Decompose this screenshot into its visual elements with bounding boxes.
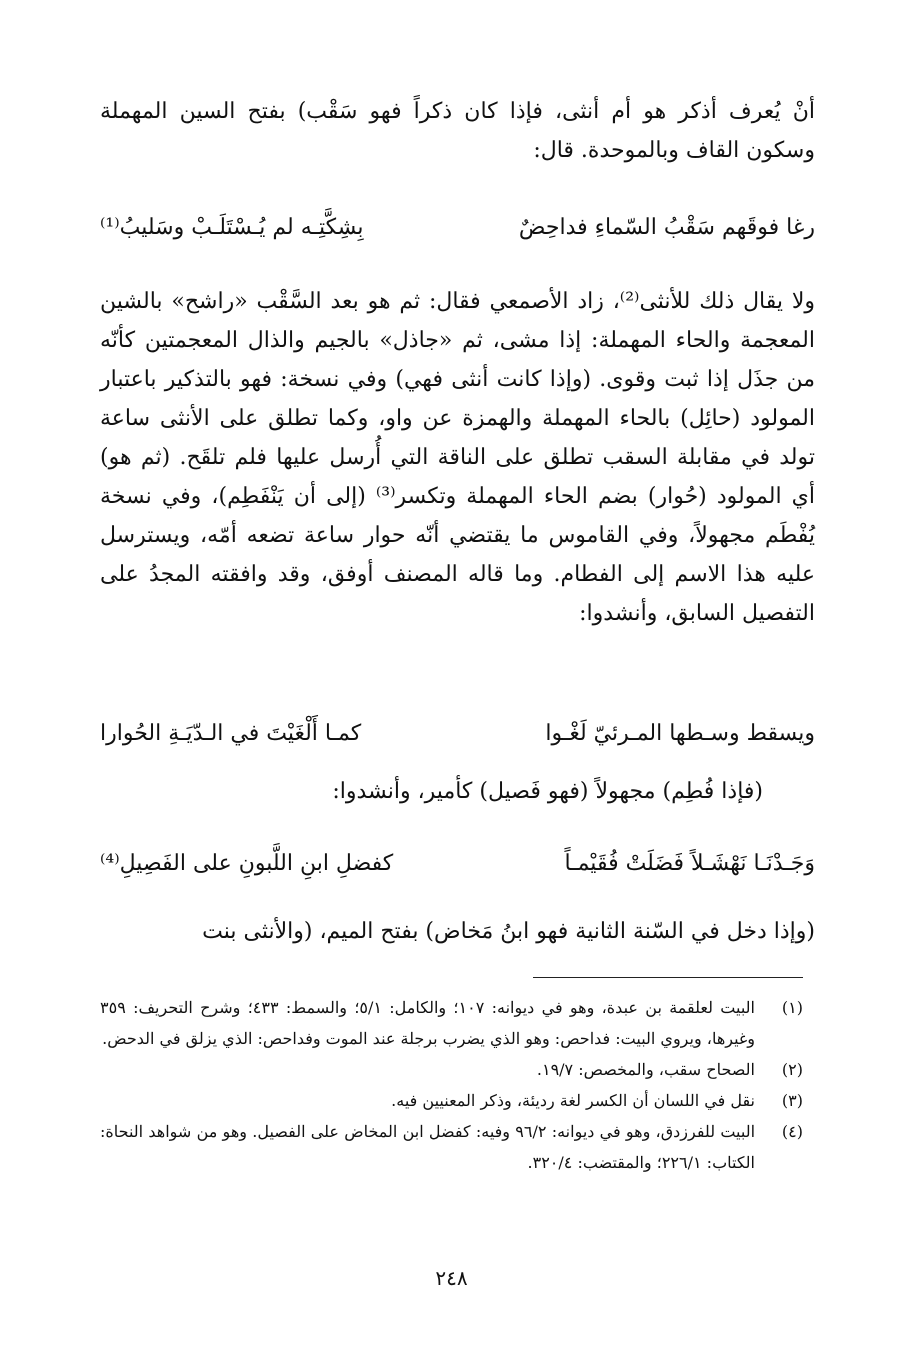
verse-2-second-hemistich: كمـا أَلْغَيْتَ في الـدّيَـةِ الحُوارا [100,721,362,746]
footnote-number: (٢) [781,1060,803,1079]
footnote-text: البيت للفرزدق، وهو في ديوانه: ٩٦/٢ وفيه: كفضل ابن المخاض على الفصيل. وهو من شواهد النحاة: الكتاب: ٢٢٦/١؛ والمقتضب: ٣٢٠/٤. [100,1122,756,1172]
footnote-text: الصحاح سقب، والمخصص: ١٩/٧. [536,1060,755,1079]
paragraph-text: (فإذا فُطِم) مجهولاً (فهو فَصيل) كأمير، وأنشدوا: [332,779,763,804]
verse-2-first-hemistich: ويسقط وسـطها المـرئيّ لَغْـوا [545,721,815,746]
footnote-item [100,1054,803,1085]
verse-3-second-hemistich: كفضلِ ابنِ اللَّبونِ على الفَصِيلِ⁽⁴⁾ [100,851,394,876]
paragraph-2 [100,282,815,633]
verse-2 [100,712,815,756]
paragraph-text: (وإذا دخل في السّنة الثانية فهو ابنُ مَخاض) بفتح الميم، (والأنثى بنت [202,919,815,944]
footnote-text: البيت لعلقمة بن عبدة، وهو في ديوانه: ١٠٧؛ والكامل: ٥/١؛ والسمط: ٤٣٣؛ وشرح التحريف: ٣٥٩ وغيرها، ويروي البيت: فداحص: وهو الذي يضرب برجلة عند الموت وفداحص: الذي يزلق في الدحض. [100,998,755,1048]
verse-3-first-hemistich: وَجَـدْنَـا نَهْشَـلاً فَضَلَتْ فُقَيْمـاً [564,851,815,876]
footnote-item [100,992,803,1054]
verse-3 [100,842,815,886]
paragraph-3 [100,772,763,811]
footnote-text: نقل في اللسان أن الكسر لغة رديئة، وذكر المعنيين فيه. [391,1091,755,1110]
verse-1-second-hemistich: بِشِكَّتِـه لم يُـسْتَلَـبْ وسَليبُ⁽¹⁾ [100,215,364,240]
paragraph-text: أنْ يُعرف أذكر هو أم أنثى، فإذا كان ذكراً فهو سَقْب) بفتح السين المهملة وسكون القاف وبالموحدة. قال: [100,99,815,163]
paragraph-1 [100,92,815,170]
verse-1 [100,206,815,250]
footnote-number: (٤) [781,1122,803,1141]
footnote-number: (٣) [781,1091,803,1110]
footnote-item [100,1116,803,1178]
paragraph-text: ولا يقال ذلك للأنثى⁽²⁾، زاد الأصمعي فقال: ثم هو بعد السَّقْب «راشح» بالشين المعجمة والحاء المهملة: إذا مشى، ثم «جاذل» بالجيم والذال المعجمتين كأنّه من جذَل إذا ثبت وقوى. (وإذا كانت أنثى فهي) وفي نسخة: فهو بالتذكير باعتبار المولود (حائِل) بالحاء المهملة والهمزة عن واو، وكما تطلق على الأنثى ساعة تولد في مقابلة السقب تطلق على الناقة التي أُرسل عليها فلم تلقَح. (ثم هو) أي المولود (حُوار) بضم الحاء المهملة وتكسر⁽³⁾ (إلى أن يَنْفَطِم)، وفي نسخة يُفْطَم مجهولاً، وفي القاموس ما يقتضي أنّه حوار ساعة تضعه أمّه، ويسترسل عليه هذا الاسم إلى الفطام. وما قاله المصنف أوفق، وقد وافقته المجدُ على التفصيل السابق، وأنشدوا: [100,289,816,626]
footnotes [100,992,803,1178]
verse-1-first-hemistich: رغا فوقَهم سَقْبُ السّماءِ فداحِضٌ [518,215,815,240]
footnote-divider [533,977,803,978]
footnote-item [100,1085,803,1116]
page-number: ٢٤٨ [435,1266,468,1290]
footnote-number: (١) [781,998,803,1017]
paragraph-4 [100,912,815,951]
